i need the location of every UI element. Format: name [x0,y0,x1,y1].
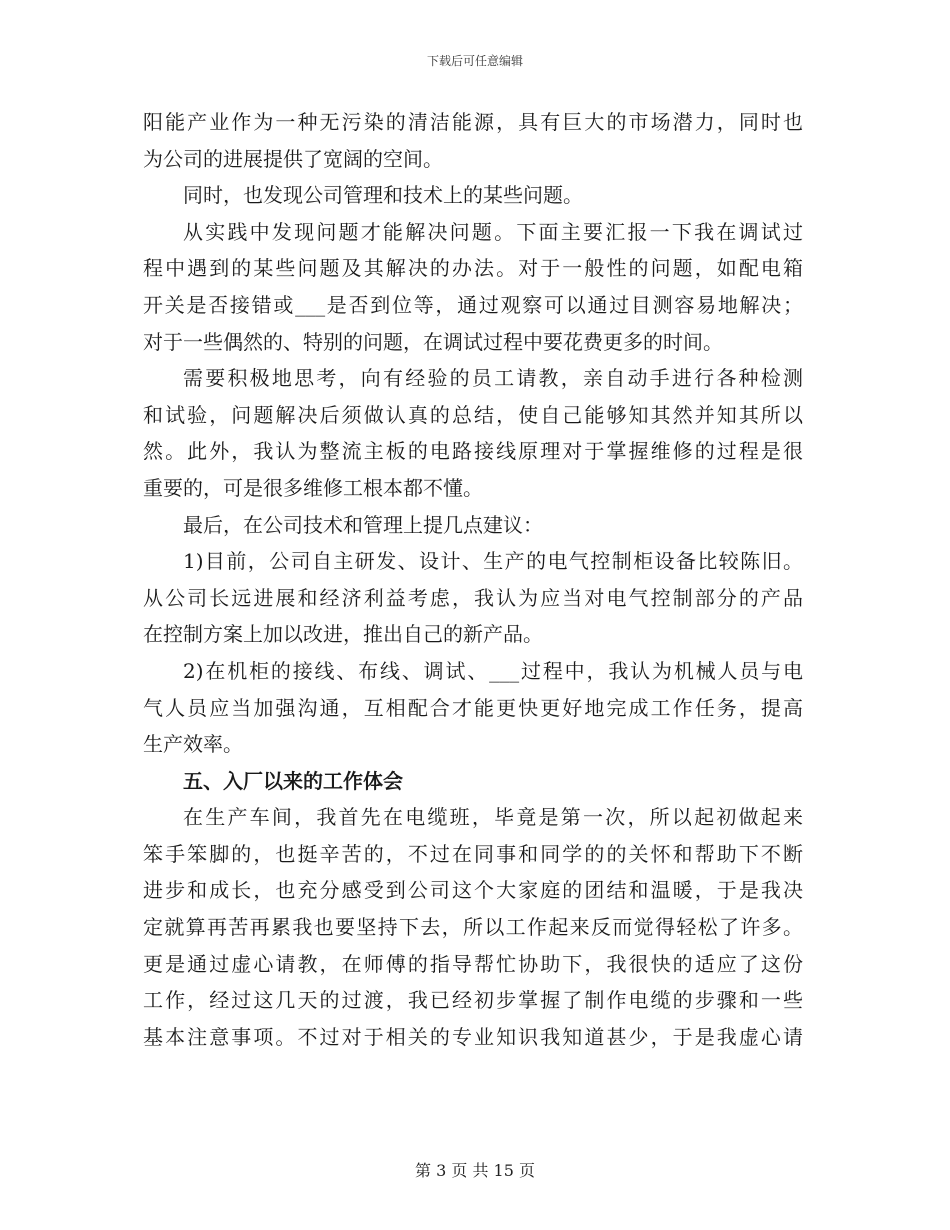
text-line: 对于一些偶然的、特别的问题，在调试过程中要花费更多的时间。 [143,329,723,354]
text-line: 程中遇到的某些问题及其解决的办法。对于一般性的问题，如配电箱 [143,256,803,281]
text-line: 为公司的进展提供了宽阔的空间。 [143,146,443,171]
text-line: 工作，经过这几天的过渡，我已经初步掌握了制作电缆的步骤和一些 [143,988,803,1013]
page-number: 第 3 页 共 15 页 [415,1161,535,1180]
text-line: 进步和成长，也充分感受到公司这个大家庭的团结和温暖，于是我决 [143,878,803,903]
page-header-note: 下载后可任意编辑 [426,54,523,68]
document-body [143,104,803,1055]
text-line: 在控制方案上加以改进，推出自己的新产品。 [143,622,543,647]
text-line: 重要的，可是很多维修工根本都不懂。 [143,475,483,500]
text-line: 需要积极地思考，向有经验的员工请教，亲自动手进行各种检测 [183,366,803,391]
text-line: 阳能产业作为一种无污染的清洁能源，具有巨大的市场潜力，同时也 [143,110,803,134]
text-line: 从实践中发现问题才能解决问题。下面主要汇报一下我在调试过 [183,219,803,244]
section-heading: 五、入厂以来的工作体会 [183,768,403,793]
text-line: 更是通过虚心请教，在师傅的指导帮忙协助下，我很快的适应了这份 [143,951,803,976]
list-item-2: 2)在机柜的接线、布线、调试、___过程中，我认为机械人员与电 [183,658,803,683]
text-line: 最后，在公司技术和管理上提几点建议： [183,512,543,537]
text-line: 开关是否接错或___是否到位等，通过观察可以通过目测容易地解决； [143,292,803,317]
text-line: 在生产车间，我首先在电缆班，毕竟是第一次，所以起初做起来 [183,805,803,830]
text-line: 和试验，问题解决后须做认真的总结，使自己能够知其然并知其所以 [143,402,803,427]
text-line: 然。此外，我认为整流主板的电路接线原理对于掌握维修的过程是很 [143,439,803,464]
list-item-1: 1)目前，公司自主研发、设计、生产的电气控制柜设备比较陈旧。 [183,549,803,574]
text-line: 定就算再苦再累我也要坚持下去，所以工作起来反而觉得轻松了许多。 [143,915,803,940]
text-line: 同时，也发现公司管理和技术上的某些问题。 [183,183,583,208]
text-line: 气人员应当加强沟通，互相配合才能更快更好地完成工作任务，提高 [143,695,803,720]
text-line: 基本注意事项。不过对于相关的专业知识我知道甚少，于是我虚心请 [143,1024,803,1049]
text-line: 从公司长远进展和经济利益考虑，我认为应当对电气控制部分的产品 [143,585,803,610]
text-line: 生产效率。 [143,732,243,757]
text-line: 笨手笨脚的，也挺辛苦的，不过在同事和同学的的关怀和帮助下不断 [143,841,803,866]
